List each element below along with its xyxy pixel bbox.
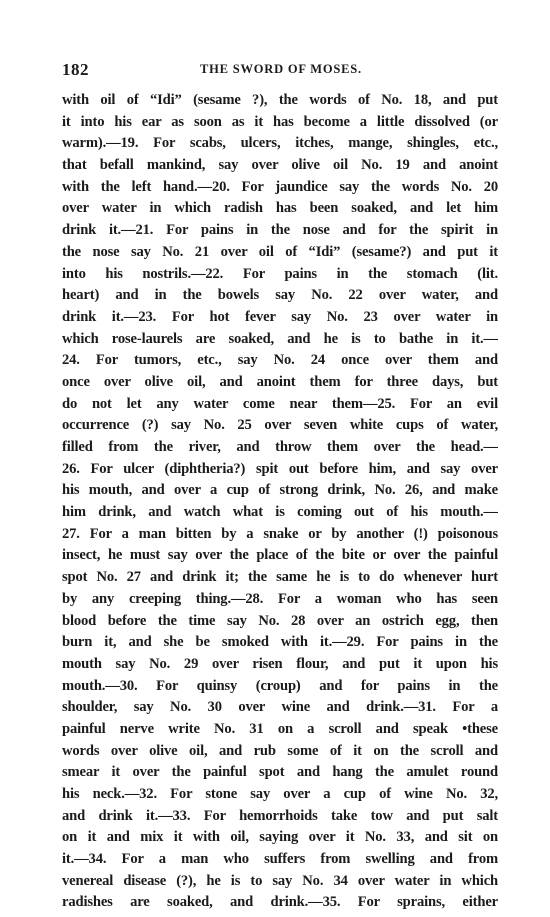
text-line: 24. For tumors, etc., say No. 24 once over them and	[62, 352, 498, 369]
text-line: his neck.—32. For stone say over a cup of wine No. 32,	[62, 786, 498, 802]
text-line: mouth.—30. For quinsy (croup) and for pains in the	[62, 677, 498, 694]
text-line: smear it over the painful spot and hang the amulet round	[62, 764, 498, 781]
text-line: radishes are soaked, and drink.—35. For sprains, either	[62, 894, 498, 911]
text-line: mouth say No. 29 over risen flour, and put it upon his	[62, 655, 498, 672]
text-line: shoulder, say No. 30 over wine and drink.—31. For a	[62, 699, 498, 716]
page-header	[62, 60, 498, 80]
text-line: drink it.—23. For hot fever say No. 23 over water in	[62, 308, 498, 325]
text-line: drink it.—21. For pains in the nose and for the spirit in	[62, 222, 498, 239]
text-line: heart) and in the bowels say No. 22 over water, and	[62, 287, 498, 304]
text-line: venereal disease (?), he is to say No. 34 over water in which	[62, 872, 498, 889]
text-line: once over olive oil, and anoint them for three days, but	[62, 373, 498, 390]
text-line: filled from the river, and throw them over the head.—	[62, 439, 498, 455]
text-line: occurrence (?) say No. 25 over seven white cups of water,	[62, 417, 498, 434]
text-line: into his nostrils.—22. For pains in the stomach (lit.	[62, 265, 498, 282]
text-line: his mouth, and over a cup of strong drink, No. 26, and make	[62, 482, 498, 499]
text-line: 26. For ulcer (diphtheria?) spit out before him, and say over	[62, 460, 498, 477]
running-head: THE SWORD OF MOSES.	[200, 62, 362, 76]
text-line: that befall mankind, say over olive oil No. 19 and anoint	[62, 157, 498, 174]
text-line: it.—34. For a man who suffers from swelling and from	[62, 851, 498, 868]
text-line: him drink, and watch what is coming out of his mouth.—	[62, 504, 498, 521]
text-line: do not let any water come near them—25. For an evil	[62, 395, 498, 412]
text-line: blood before the time say No. 28 over an ostrich egg, then	[62, 612, 498, 629]
text-line: which rose-laurels are soaked, and he is to bathe in it.—	[62, 330, 498, 347]
text-line: painful nerve write No. 31 on a scroll and speak •these	[62, 720, 498, 737]
text-line: spot No. 27 and drink it; the same he is to do whenever hurt	[62, 569, 498, 586]
text-line: 27. For a man bitten by a snake or by another (!) poisonous	[62, 525, 498, 542]
text-line: on it and mix it with oil, saying over it No. 33, and sit on	[62, 829, 498, 846]
body-text	[62, 90, 498, 914]
text-line: it into his ear as soon as it has become a little dissolved (or	[62, 113, 498, 130]
text-line: and drink it.—33. For hemorrhoids take tow and put salt	[62, 807, 498, 824]
text-line: warm).—19. For scabs, ulcers, itches, mange, shingles, etc.,	[62, 135, 498, 152]
page-number: 182	[62, 60, 89, 79]
text-line: by any creeping thing.—28. For a woman who has seen	[62, 590, 498, 607]
text-line: with oil of “Idi” (sesame ?), the words of No. 18, and put	[62, 92, 498, 108]
text-line: with the left hand.—20. For jaundice say the words No. 20	[62, 178, 498, 195]
text-line: the nose say No. 21 over oil of “Idi” (sesame?) and put it	[62, 243, 498, 260]
text-line: insect, he must say over the place of the bite or over the painful	[62, 547, 498, 564]
text-line: over water in which radish has been soaked, and let him	[62, 200, 498, 217]
text-line: words over olive oil, and rub some of it on the scroll and	[62, 742, 498, 759]
text-line: burn it, and she be smoked with it.—29. For pains in the	[62, 634, 498, 651]
